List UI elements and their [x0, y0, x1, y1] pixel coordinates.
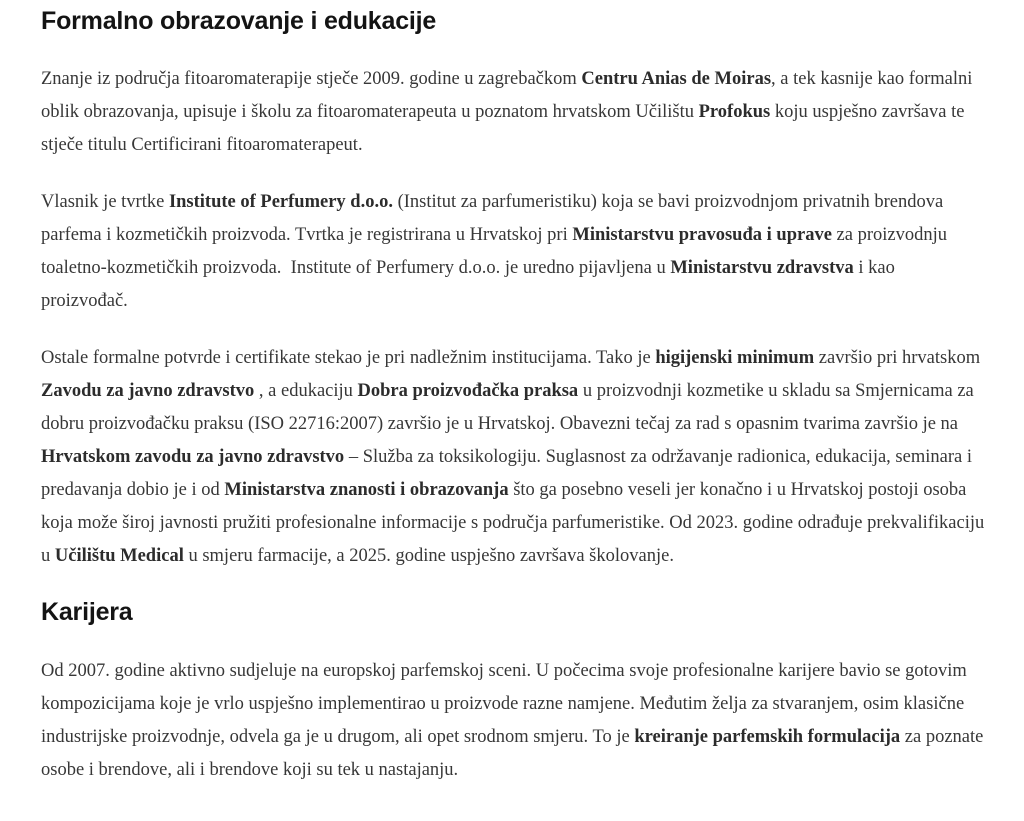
- bold-text-run: Zavodu za javno zdravstvo: [41, 381, 255, 402]
- text-run: u smjeru farmacije, a 2025. godine uspješno završava školovanje.: [183, 546, 674, 567]
- bold-text-run: Ministarstvu zdravstva: [670, 258, 854, 279]
- text-run: koju uspješno završava te stječe titulu Certificirani fitoaromaterapeut.: [41, 102, 965, 156]
- bold-text-run: Ministarstva znanosti i obrazovanja: [224, 480, 509, 501]
- section-formal-education: [41, 6, 985, 573]
- bold-text-run: Ministarstvu pravosuđa i uprave: [572, 225, 832, 246]
- paragraph-career: [41, 655, 985, 787]
- section-heading-formal-education: Formalno obrazovanje i edukacije: [41, 7, 437, 35]
- bold-text-run: Dobra proizvođačka praksa: [357, 381, 579, 402]
- text-run: , a edukaciju: [254, 381, 358, 402]
- text-run: za poznate osobe i brendove, ali i brendove koji su tek u nastajanju.: [41, 726, 984, 780]
- bold-text-run: Institute of Perfumery d.o.o.: [168, 192, 393, 213]
- section-career: [41, 597, 985, 786]
- paragraph-certificates: [41, 342, 985, 573]
- text-run: Znanje iz područja fitoaromaterapije stječe 2009. godine u zagrebačkom: [41, 69, 582, 90]
- text-run: završio pri hrvatskom: [814, 348, 981, 369]
- article: [41, 6, 985, 787]
- paragraph-education-intro: [41, 63, 985, 162]
- bold-text-run: Profokus: [698, 102, 771, 123]
- text-run: i kao proizvođač.: [41, 258, 895, 312]
- text-run: što ga posebno veseli jer konačno i u Hrvatskoj postoji osoba koja može široj javnosti pružiti profesionalne informacije s područja parfumeristike. Od 2023. godine odrađuje prekvalifikaciju u: [41, 480, 985, 567]
- section-heading-career: Karijera: [41, 598, 133, 627]
- text-run: (Institut za parfumeristiku) koja se bavi proizvodnjom privatnih brendova parfema i kozmetičkih proizvoda. Tvrtka je registrirana u Hrvatskoj pri: [41, 192, 944, 246]
- bold-text-run: kreiranje parfemskih formulacija: [634, 726, 901, 747]
- bold-text-run: Centru Anias de Moiras: [581, 69, 772, 90]
- text-run: Vlasnik je tvrtke: [41, 192, 169, 213]
- text-run: , a tek kasnije kao formalni oblik obrazovanja, upisuje i školu za fitoaromaterapeuta u poznatom hrvatskom Učilištu: [41, 69, 973, 123]
- text-run: Od 2007. godine aktivno sudjeluje na europskoj parfemskoj sceni. U počecima svoje profesionalne karijere bavio se gotovim kompozicijama koje je vrlo uspješno implementirao u proizvode razne namjene. Međutim želja za stvaranjem, osim klasične industrijske proizvodnje, odvela ga je u drugom, ali opet srodnom smjeru. To je: [41, 660, 967, 747]
- text-run: u proizvodnji kozmetike u skladu sa Smjernicama za dobru proizvođačku praksu (ISO 22716:2007) završio je u Hrvatskoj. Obavezni tečaj za rad s opasnim tvarima završio je na: [41, 381, 974, 435]
- text-run: – Služba za toksikologiju. Suglasnost za održavanje radionica, edukacija, seminara i predavanja dobio je i od: [41, 447, 972, 501]
- paragraph-company-ownership: [41, 186, 985, 318]
- text-run: za proizvodnju toaletno-kozmetičkih proizvoda. Institute of Perfumery d.o.o. je uredno pijavljena u: [41, 225, 947, 279]
- bold-text-run: Hrvatskom zavodu za javno zdravstvo: [41, 447, 345, 468]
- bold-text-run: Učilištu Medical: [54, 546, 184, 567]
- bold-text-run: higijenski minimum: [655, 348, 815, 369]
- text-run: Ostale formalne potvrde i certifikate stekao je pri nadležnim institucijama. Tako je: [41, 348, 656, 369]
